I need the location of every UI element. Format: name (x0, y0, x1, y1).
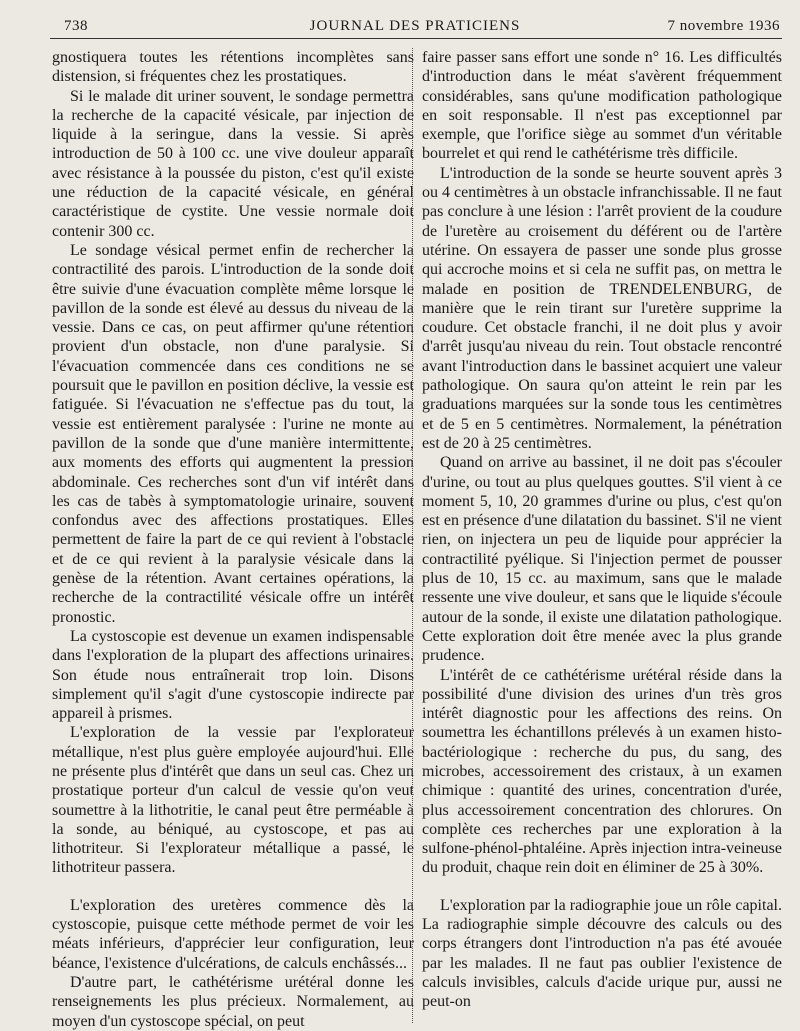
issue-date: 7 novembre 1936 (667, 18, 780, 34)
left-column (52, 48, 414, 1031)
paragraph: L'exploration par la radiographie joue un rôle capital. La radiographie simple découvre des calculs ou des corps étrangers dont l'introduction n'a pas été avouée par les malades. Il ne faut pas oublier l'existence de calculs invisibles, calculs d'acide urique pur, aussi ne peut-on (422, 896, 782, 1011)
running-header (50, 14, 780, 36)
paragraph: La cystoscopie est devenue un examen indispensable dans l'exploration de la plupart des affections urinaires. Son étude nous entraînerait trop loin. Disons simplement qu'il s'agit d'une cystoscopie indirecte par appareil à prismes. (52, 627, 414, 723)
journal-title: JOURNAL DES PRATICIENS (309, 18, 521, 34)
paragraph: gnostiquera toutes les rétentions incomplètes sans distension, si fréquentes chez les prostatiques. (52, 49, 414, 86)
paragraph: D'autre part, le cathétérisme urétéral donne les renseignements les plus précieux. Normalement, au moyen d'un cystoscope spécial, on peut (52, 973, 414, 1030)
column-divider (412, 48, 413, 1023)
paragraph: L'exploration de la vessie par l'explorateur métallique, n'est plus guère employée aujourd'hui. Elle ne présente plus d'intérêt que dans un seul cas. Chez un prostatique porteur d'un calcul de vessie qu'on veut soumettre à la lithotritie, le canal peut être perméable à la sonde, au béniqué, au cystoscope, et pas au lithotriteur. Si l'explorateur métallique a passé, le lithotriteur passera. (52, 724, 414, 877)
header-rule (50, 38, 782, 39)
paragraph: Quand on arrive au bassinet, il ne doit pas s'écouler d'urine, ou tout au plus quelques gouttes. S'il vient à ce moment 5, 10, 20 grammes d'urine ou plus, c'est qu'on est en présence d'une dilatation du bassinet. S'il ne vient rien, on injectera un peu de liquide pour apprécier la contractilité pyélique. Si l'injection permet de pousser plus de 10, 15 cc. au maximum, sans que le malade ressente une vive douleur, et sans que le liquide s'écoule autour de la sonde, il existe une dilatation pathologique. Cette exploration doit être menée avec la plus grande prudence. (422, 454, 782, 665)
paragraph: Le sondage vésical permet enfin de rechercher la contractilité des parois. L'introduction de la sonde doit être suivie d'une évacuation complète même lorsque le pavillon de la sonde est élevé au dessus du niveau de la vessie. Dans ce cas, on peut affirmer qu'une rétention provient d'un obstacle, non d'une paralysie. Si l'évacuation commencée dans ces conditions ne se poursuit que le pavillon en position déclive, la vessie est fatiguée. Si l'évacuation ne s'effectue pas du tout, la vessie est entièrement paralysée : l'urine ne monte au pavillon de la sonde que d'une manière intermittente, aux moments des efforts qui augmentent la pression abdominale. Ces recherches sont d'un vif intérêt dans les cas de tabès à symptomatologie urinaire, souvent confondus avec des affections prostatiques. Elles permettent de faire la part de ce qui revient à l'obstacle et de ce qui revient à la paralysie vésicale dans la genèse de la rétention. Avant certaines opérations, la recherche de la contractilité vésicale offre un intérêt pronostic. (52, 241, 414, 626)
paragraph: L'introduction de la sonde se heurte souvent après 3 ou 4 centimètres à un obstacle infranchissable. Il ne faut pas conclure à une lésion : l'arrêt provient de la coudure de l'uretère au croisement du déférent ou de l'artère utérine. On essayera de passer une sonde plus grosse qui accroche moins et si cela ne suffit pas, on mettra le malade en position de TRENDELENBURG, de manière que le rein tirant sur l'uretère supprime la coudure. Cet obstacle franchi, il ne doit plus y avoir d'arrêt jusqu'au niveau du rein. Tout obstacle rencontré avant l'introduction dans le bassinet acquiert une valeur pathologique. On saura qu'on atteint le rein par les graduations marquées sur la sonde tous les centimètres et de 5 en 5 centimètres. Normalement, la pénétration est de 20 à 25 centimètres. (422, 164, 782, 452)
paragraph: Si le malade dit uriner souvent, le sondage permettra la recherche de la capacité vésicale, par injection de liquide à la seringue, dans la vessie. Si après introduction de 50 à 100 cc. une vive douleur apparaît avec résistance à la poussée du piston, c'est qu'il existe une réduction de la capacité vésicale, en général caractéristique de cystite. Une vessie normale doit contenir 300 cc. (52, 87, 414, 240)
right-column (422, 48, 782, 1012)
paragraph: L'intérêt de ce cathétérisme urétéral réside dans la possibilité d'une division des urines d'un très gros intérêt diagnostic pour les affections des reins. On soumettra les échantillons prélevés à un examen histo-bactériologique : recherche du pus, du sang, des microbes, accessoirement des cristaux, à un examen chimique : quantité des urines, concentration d'urée, plus accessoirement concentration des chlorures. On complète ces recherches par une exploration à la sulfone-phénol-phtaléine. Après injection intra-veineuse du produit, chaque rein doit en éliminer de 25 à 30%. (422, 666, 782, 877)
paragraph: faire passer sans effort une sonde n° 16. Les difficultés d'introduction dans le méat s'avèrent fréquemment considérables, sans qu'une modification pathologique en soit responsable. Il n'est pas exceptionnel par exemple, que l'orifice siège au sommet d'un véritable bourrelet et qui rend le cathétérisme très difficile. (422, 49, 782, 163)
page-number: 738 (64, 18, 88, 34)
paragraph: L'exploration des uretères commence dès la cystoscopie, puisque cette méthode permet de voir les méats inférieurs, d'apprécier leur configuration, leur béance, l'existence d'ulcérations, de calculs enchâssés... (52, 896, 414, 972)
